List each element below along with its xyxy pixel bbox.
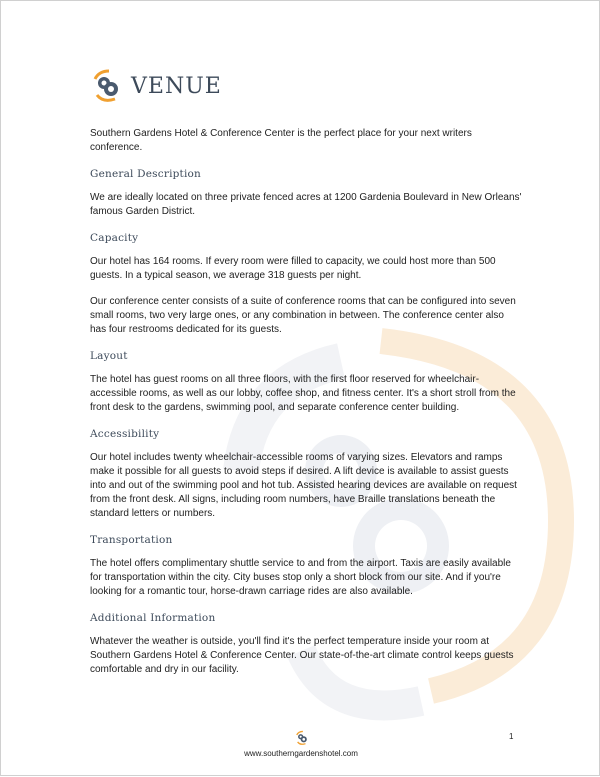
- section-heading-transportation: Transportation: [90, 534, 173, 546]
- venue-logo-icon: [91, 69, 123, 103]
- transportation-paragraph: The hotel offers complimentary shuttle service to and from the airport. Taxis are easily available for transportation within the city. City buses stop only a short block from our site. And if you're looking for a romantic tour, horse-drawn carriage rides are also available.: [90, 558, 511, 597]
- intro-paragraph: Southern Gardens Hotel & Conference Center is the perfect place for your next writers conference.: [90, 128, 472, 153]
- document-body: [90, 127, 522, 689]
- section-heading-layout: Layout: [90, 350, 128, 362]
- logo-text: VENUE: [131, 73, 222, 99]
- footer-logo-icon: [295, 730, 309, 746]
- additional-information-paragraph: Whatever the weather is outside, you'll find it's the perfect temperature inside your room at Southern Gardens Hotel & Conference Center. Our state-of-the-art climate control keeps guests comfortable and dry in our facility.: [90, 636, 514, 675]
- page-number: 1: [509, 732, 514, 741]
- section-heading-accessibility: Accessibility: [90, 428, 160, 440]
- general-description-paragraph: We are ideally located on three private fenced acres at 1200 Gardenia Boulevard in New Orleans' famous Garden District.: [90, 192, 522, 217]
- capacity-paragraph-1: Our hotel has 164 rooms. If every room were filled to capacity, we could host more than 500 guests. In a typical season, we average 318 guests per night.: [90, 256, 496, 281]
- section-heading-additional-information: Additional Information: [90, 612, 216, 624]
- section-heading-capacity: Capacity: [90, 232, 139, 244]
- layout-paragraph: The hotel has guest rooms on all three floors, with the first floor reserved for wheelchair-accessible rooms, as well as our lobby, coffee shop, and fitness center. It's a short stroll from the front desk to the gardens, swimming pool, and separate conference center building.: [90, 374, 516, 413]
- capacity-paragraph-2: Our conference center consists of a suite of conference rooms that can be configured into seven small rooms, two very large ones, or any combination in between. The conference center also has four restrooms dedicated for its guests.: [90, 296, 516, 335]
- footer-url: www.southerngardenshotel.com: [244, 749, 358, 758]
- venue-logo: [91, 69, 222, 103]
- accessibility-paragraph: Our hotel includes twenty wheelchair-accessible rooms of varying sizes. Elevators and ramps make it possible for all guests to avoid steps if desired. A lift device is available to assist guests into and out of the swimming pool and hot tub. Assisted hearing devices are available on request from the front desk. All signs, including room numbers, have Braille translations beneath the standard letters or numbers.: [90, 452, 517, 519]
- section-heading-general-description: General Description: [90, 168, 202, 180]
